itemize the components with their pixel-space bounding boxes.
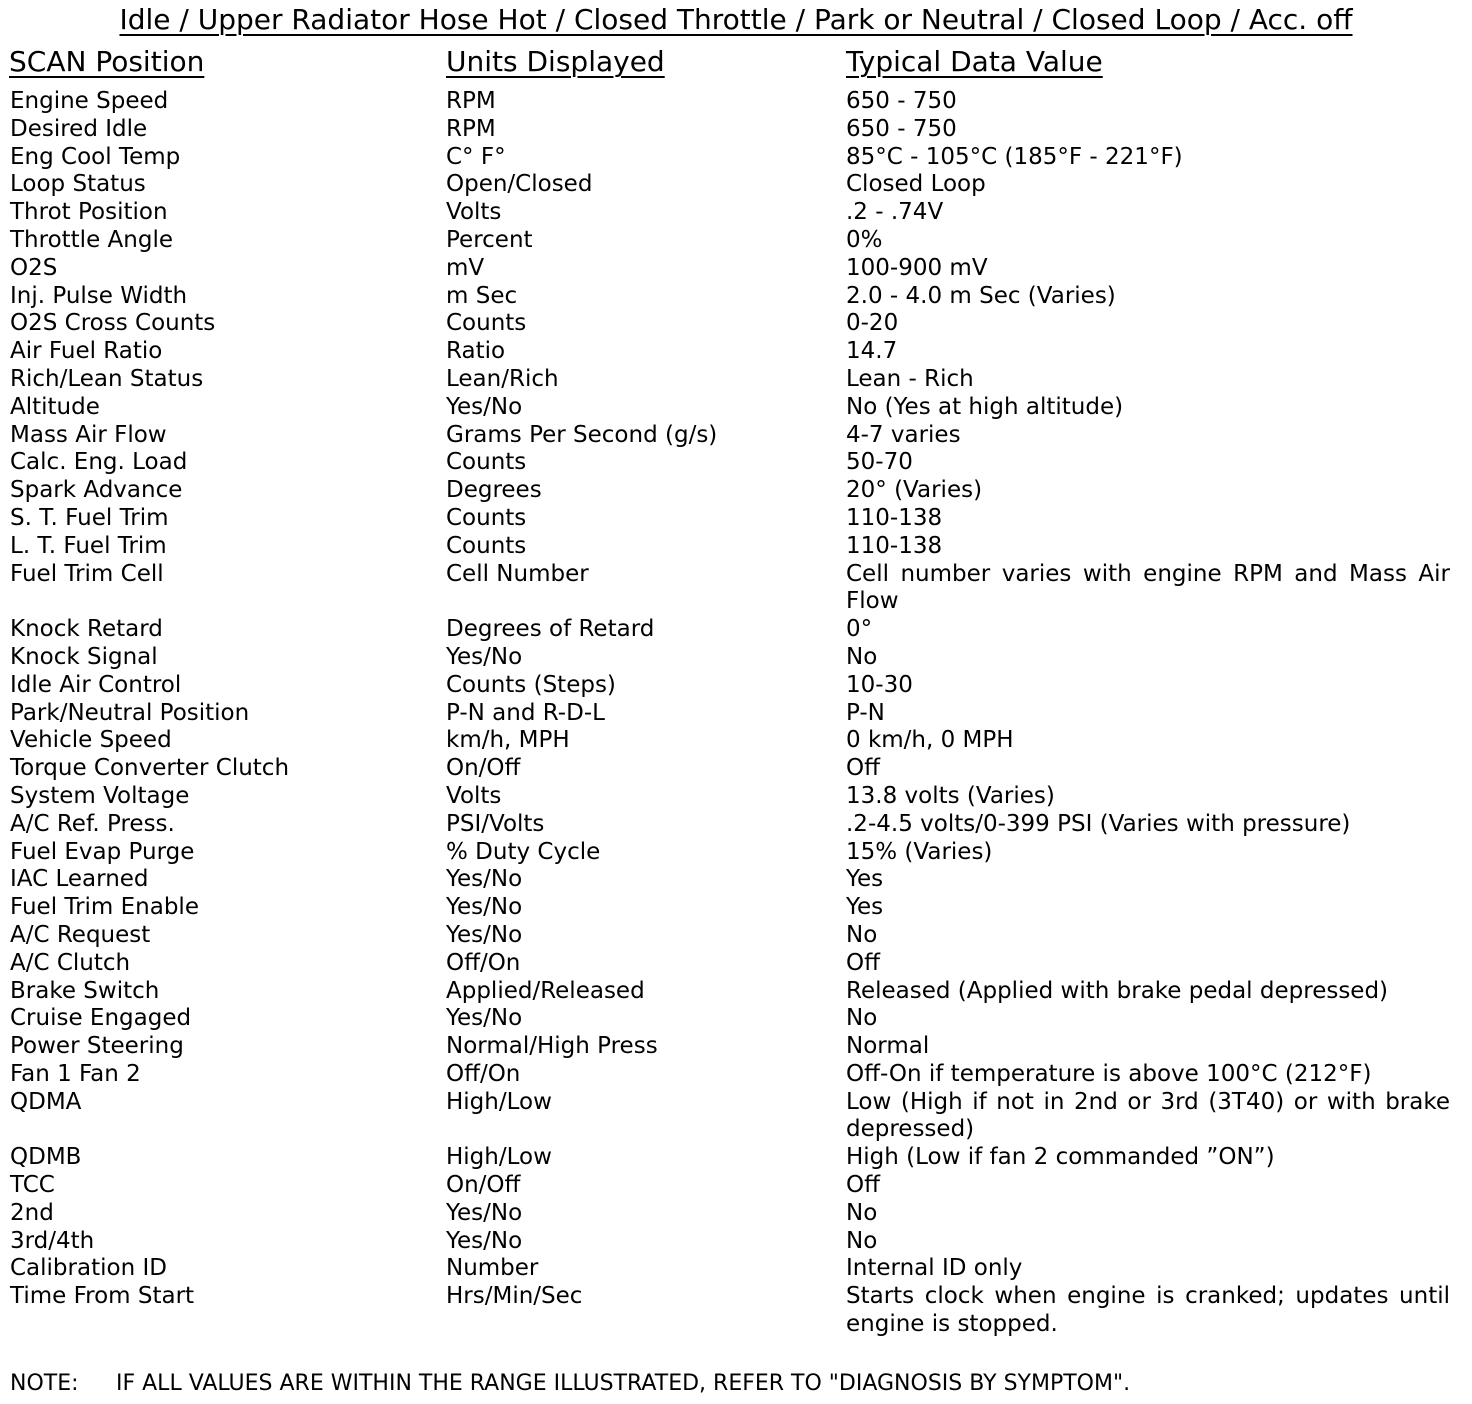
scan-position-cell: Calibration ID xyxy=(10,1255,167,1282)
note-text: IF ALL VALUES ARE WITHIN THE RANGE ILLUSTRATED, REFER TO "DIAGNOSIS BY SYMPTOM". xyxy=(116,1371,1131,1396)
table-row xyxy=(0,950,1472,978)
table-row xyxy=(0,394,1472,422)
scan-position-cell: Calc. Eng. Load xyxy=(10,449,188,476)
scan-position-cell: Knock Signal xyxy=(10,643,158,670)
scan-position-cell: 2nd xyxy=(10,1199,54,1226)
typical-value-cell: .2 - .74V xyxy=(846,199,944,226)
units-cell: Cell Number xyxy=(446,560,589,587)
typical-value-cell: Off xyxy=(846,1172,880,1199)
scan-position-cell: Time From Start xyxy=(10,1283,195,1310)
table-row xyxy=(0,505,1472,533)
table-row xyxy=(0,922,1472,950)
typical-value-cell: 110-138 xyxy=(846,504,943,531)
units-cell: m Sec xyxy=(446,282,518,309)
units-cell: Off/On xyxy=(446,949,521,976)
scan-position-cell: Mass Air Flow xyxy=(10,421,167,448)
table-row xyxy=(0,672,1472,700)
typical-value-cell: 100-900 mV xyxy=(846,254,988,281)
typical-value-cell: Off-On if temperature is above 100°C (212°F) xyxy=(846,1060,1372,1087)
scan-position-cell: IAC Learned xyxy=(10,866,149,893)
units-cell: Counts (Steps) xyxy=(446,671,616,698)
scan-position-cell: QDMA xyxy=(10,1088,82,1115)
typical-value-cell: 85°C - 105°C (185°F - 221°F) xyxy=(846,143,1183,170)
table-row xyxy=(0,227,1472,255)
units-cell: Degrees of Retard xyxy=(446,616,655,643)
units-cell: Normal/High Press xyxy=(446,1033,658,1060)
scan-position-cell: A/C Request xyxy=(10,921,151,948)
table-row xyxy=(0,449,1472,477)
scan-position-cell: Fuel Trim Cell xyxy=(10,560,164,587)
typical-value-cell: 50-70 xyxy=(846,449,913,476)
table-row xyxy=(0,783,1472,811)
typical-value-cell: 0-20 xyxy=(846,310,899,337)
units-cell: Lean/Rich xyxy=(446,365,559,392)
table-row xyxy=(0,978,1472,1006)
typical-value-cell: 14.7 xyxy=(846,338,898,365)
table-row xyxy=(0,1283,1472,1339)
scan-position-cell: A/C Clutch xyxy=(10,949,131,976)
scan-position-cell: Vehicle Speed xyxy=(10,727,172,754)
table-row xyxy=(0,88,1472,116)
table-row xyxy=(0,1005,1472,1033)
scan-position-cell: Knock Retard xyxy=(10,616,163,643)
typical-value-cell: Lean - Rich xyxy=(846,365,974,392)
typical-value-cell: 20° (Varies) xyxy=(846,477,983,504)
units-cell: Percent xyxy=(446,226,533,253)
footer-note xyxy=(10,1370,1130,1398)
scan-position-cell: 3rd/4th xyxy=(10,1227,95,1254)
table-row xyxy=(0,144,1472,172)
table-row xyxy=(0,338,1472,366)
scan-position-cell: Idle Air Control xyxy=(10,671,182,698)
note-label: NOTE: xyxy=(10,1371,79,1396)
units-cell: Counts xyxy=(446,449,527,476)
table-row xyxy=(0,1089,1472,1145)
typical-value-cell: 2.0 - 4.0 m Sec (Varies) xyxy=(846,282,1116,309)
typical-value-cell: No (Yes at high altitude) xyxy=(846,393,1124,420)
scan-position-cell: Brake Switch xyxy=(10,977,160,1004)
units-cell: Applied/Released xyxy=(446,977,645,1004)
units-cell: Hrs/Min/Sec xyxy=(446,1283,583,1310)
units-cell: Open/Closed xyxy=(446,171,593,198)
scan-data-table xyxy=(0,88,1472,1339)
typical-value-cell: 15% (Varies) xyxy=(846,838,993,865)
typical-value-cell: No xyxy=(846,1227,878,1254)
typical-value-cell: Yes xyxy=(846,866,884,893)
typical-value-cell: 4-7 varies xyxy=(846,421,961,448)
column-header-typical-value: Typical Data Value xyxy=(846,45,1103,78)
scan-position-cell: O2S xyxy=(10,254,58,281)
units-cell: Number xyxy=(446,1255,539,1282)
units-cell: Yes/No xyxy=(446,643,523,670)
typical-value-cell: Off xyxy=(846,949,880,976)
table-row xyxy=(0,1144,1472,1172)
units-cell: Volts xyxy=(446,199,502,226)
scan-position-cell: Torque Converter Clutch xyxy=(10,755,290,782)
scan-position-cell: Eng Cool Temp xyxy=(10,143,181,170)
scan-position-cell: Spark Advance xyxy=(10,477,183,504)
units-cell: Yes/No xyxy=(446,894,523,921)
scan-position-cell: Altitude xyxy=(10,393,100,420)
table-row xyxy=(0,366,1472,394)
table-row xyxy=(0,1061,1472,1089)
scan-position-cell: Power Steering xyxy=(10,1033,184,1060)
units-cell: Ratio xyxy=(446,338,506,365)
table-row xyxy=(0,116,1472,144)
scan-position-cell: Throt Position xyxy=(10,199,168,226)
typical-value-cell: No xyxy=(846,643,878,670)
scan-position-cell: L. T. Fuel Trim xyxy=(10,532,167,559)
units-cell: mV xyxy=(446,254,485,281)
typical-value-cell: 0° xyxy=(846,616,873,643)
table-row xyxy=(0,310,1472,338)
typical-value-cell: 650 - 750 xyxy=(846,115,957,142)
scan-position-cell: Fuel Evap Purge xyxy=(10,838,195,865)
scan-position-cell: A/C Ref. Press. xyxy=(10,810,175,837)
units-cell: Counts xyxy=(446,310,527,337)
units-cell: Yes/No xyxy=(446,1005,523,1032)
typical-value-cell: Internal ID only xyxy=(846,1255,1023,1282)
table-row xyxy=(0,700,1472,728)
scan-position-cell: S. T. Fuel Trim xyxy=(10,504,169,531)
scan-position-cell: TCC xyxy=(10,1172,55,1199)
column-header-scan-position: SCAN Position xyxy=(9,45,205,78)
scan-position-cell: Rich/Lean Status xyxy=(10,365,204,392)
typical-value-cell: Closed Loop xyxy=(846,171,986,198)
typical-value-cell: 650 - 750 xyxy=(846,88,957,114)
units-cell: PSI/Volts xyxy=(446,810,545,837)
table-row xyxy=(0,561,1472,617)
typical-value-cell: No xyxy=(846,1005,878,1032)
scan-position-cell: Fuel Trim Enable xyxy=(10,894,199,921)
units-cell: Counts xyxy=(446,504,527,531)
units-cell: Yes/No xyxy=(446,1199,523,1226)
table-row xyxy=(0,199,1472,227)
units-cell: C° F° xyxy=(446,143,506,170)
typical-value-cell: 13.8 volts (Varies) xyxy=(846,782,1055,809)
scan-position-cell: Fan 1 Fan 2 xyxy=(10,1060,141,1087)
table-row xyxy=(0,1228,1472,1256)
scan-position-cell: O2S Cross Counts xyxy=(10,310,216,337)
page-title: Idle / Upper Radiator Hose Hot / Closed Throttle / Park or Neutral / Closed Loop / Acc. off xyxy=(119,3,1353,36)
table-row xyxy=(0,533,1472,561)
table-row xyxy=(0,644,1472,672)
units-cell: Yes/No xyxy=(446,1227,523,1254)
table-row xyxy=(0,866,1472,894)
typical-value-cell: High (Low if fan 2 commanded ”ON”) xyxy=(846,1144,1275,1171)
units-cell: Off/On xyxy=(446,1060,521,1087)
typical-value-cell: Starts clock when engine is cranked; updates until engine is stopped. xyxy=(846,1283,1450,1338)
table-row xyxy=(0,755,1472,783)
table-row xyxy=(0,1255,1472,1283)
typical-value-cell: Normal xyxy=(846,1033,930,1060)
typical-value-cell: Released (Applied with brake pedal depressed) xyxy=(846,977,1389,1004)
table-row xyxy=(0,477,1472,505)
table-row xyxy=(0,839,1472,867)
typical-value-cell: No xyxy=(846,921,878,948)
table-row xyxy=(0,894,1472,922)
units-cell: High/Low xyxy=(446,1088,552,1115)
scan-position-cell: Loop Status xyxy=(10,171,146,198)
scan-position-cell: Inj. Pulse Width xyxy=(10,282,188,309)
table-row xyxy=(0,171,1472,199)
scan-position-cell: Engine Speed xyxy=(10,88,169,114)
typical-value-cell: .2-4.5 volts/0-399 PSI (Varies with pressure) xyxy=(846,810,1351,837)
units-cell: High/Low xyxy=(446,1144,552,1171)
units-cell: Counts xyxy=(446,532,527,559)
units-cell: RPM xyxy=(446,115,496,142)
typical-value-cell: P-N xyxy=(846,699,885,726)
scan-position-cell: Desired Idle xyxy=(10,115,148,142)
table-row xyxy=(0,616,1472,644)
units-cell: Yes/No xyxy=(446,921,523,948)
units-cell: Volts xyxy=(446,782,502,809)
scan-position-cell: Air Fuel Ratio xyxy=(10,338,163,365)
typical-value-cell: Cell number varies with engine RPM and Mass Air Flow xyxy=(846,560,1450,615)
scan-position-cell: Throttle Angle xyxy=(10,226,173,253)
scan-position-cell: QDMB xyxy=(10,1144,82,1171)
typical-value-cell: 0 km/h, 0 MPH xyxy=(846,727,1014,754)
table-row xyxy=(0,811,1472,839)
scan-position-cell: System Voltage xyxy=(10,782,190,809)
units-cell: On/Off xyxy=(446,755,521,782)
units-cell: RPM xyxy=(446,88,496,114)
scan-position-cell: Park/Neutral Position xyxy=(10,699,250,726)
units-cell: Yes/No xyxy=(446,393,523,420)
column-header-units-displayed: Units Displayed xyxy=(446,45,665,78)
typical-value-cell: 110-138 xyxy=(846,532,943,559)
table-row xyxy=(0,283,1472,311)
table-row xyxy=(0,255,1472,283)
units-cell: P-N and R-D-L xyxy=(446,699,605,726)
table-row xyxy=(0,1200,1472,1228)
typical-value-cell: Low (High if not in 2nd or 3rd (3T40) or with brake depressed) xyxy=(846,1088,1450,1143)
units-cell: Grams Per Second (g/s) xyxy=(446,421,718,448)
scan-position-cell: Cruise Engaged xyxy=(10,1005,192,1032)
table-row xyxy=(0,1033,1472,1061)
typical-value-cell: 0% xyxy=(846,226,883,253)
units-cell: % Duty Cycle xyxy=(446,838,601,865)
units-cell: On/Off xyxy=(446,1172,521,1199)
typical-value-cell: Yes xyxy=(846,894,884,921)
table-row xyxy=(0,727,1472,755)
units-cell: km/h, MPH xyxy=(446,727,570,754)
table-row xyxy=(0,1172,1472,1200)
table-row xyxy=(0,422,1472,450)
typical-value-cell: Off xyxy=(846,755,880,782)
units-cell: Degrees xyxy=(446,477,542,504)
units-cell: Yes/No xyxy=(446,866,523,893)
typical-value-cell: No xyxy=(846,1199,878,1226)
typical-value-cell: 10-30 xyxy=(846,671,913,698)
